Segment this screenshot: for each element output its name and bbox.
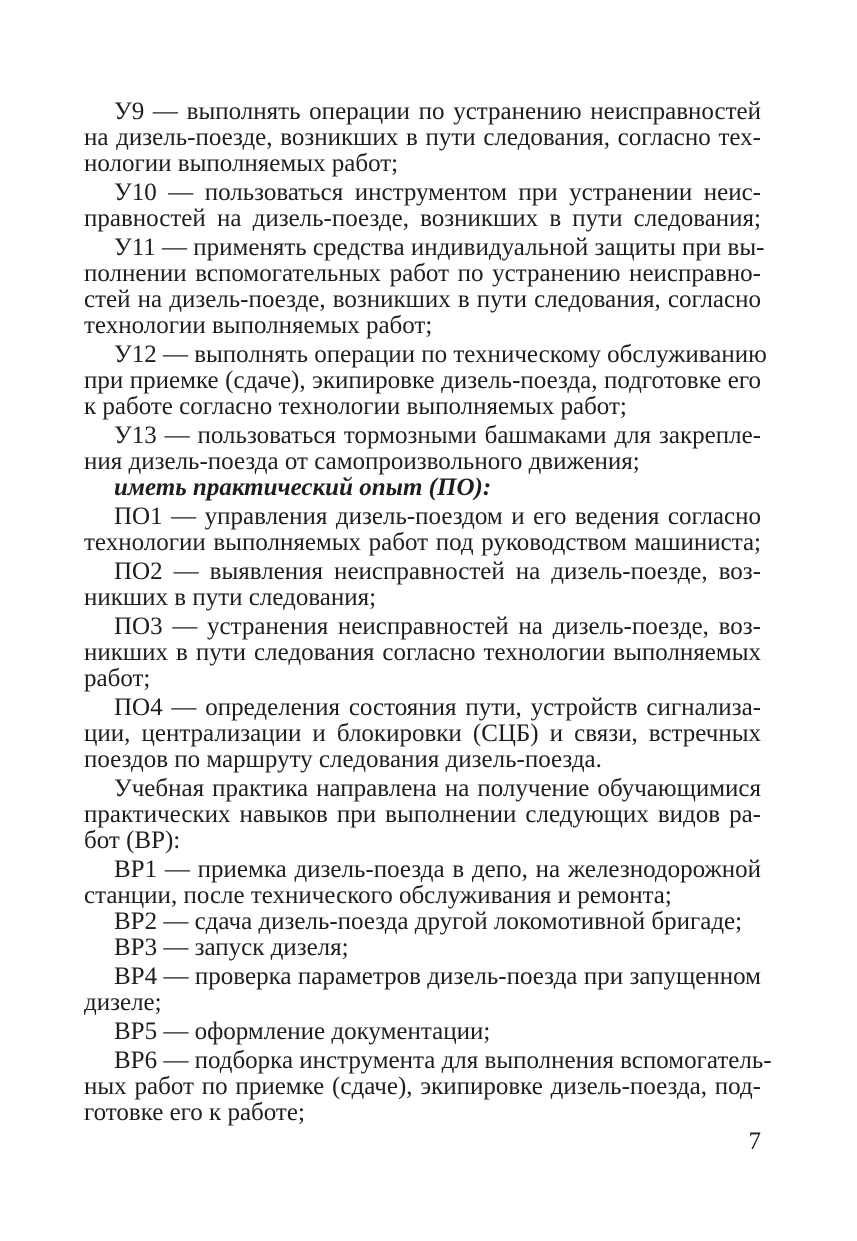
- text-line: У12 — выполнять операции по техническому обслуживанию: [114, 341, 767, 368]
- text-line: ПО2 — выявления неисправностей на дизель-поезде, воз-: [114, 558, 761, 585]
- text-line: ных работ по приемке (сдаче), экипировке дизель-поезда, под-: [84, 1073, 761, 1100]
- text-line: ВР1 — приемка дизель-поезда в депо, на железнодорожной: [114, 856, 761, 883]
- text-line: нологии выполняемых работ;: [84, 150, 399, 177]
- text-line: У10 — пользоваться инструментом при устранении неис-: [114, 179, 761, 206]
- text-line: технологии выполняемых работ под руководством машиниста;: [84, 529, 761, 556]
- text-line: никших в пути следования согласно технологии выполняемых: [84, 639, 761, 666]
- text-line: готовке его к работе;: [84, 1099, 305, 1126]
- text-line: никших в пути следования;: [84, 584, 377, 611]
- text-line: практических навыков при выполнении следующих видов ра-: [84, 801, 761, 828]
- text-line: работ;: [84, 665, 151, 692]
- text-line: У11 — применять средства индивидуальной защиты при вы-: [114, 234, 765, 261]
- text-line: стей на дизель-поезде, возникших в пути следования, согласно: [84, 286, 761, 313]
- text-line: поездов по маршруту следования дизель-поезда.: [84, 746, 602, 773]
- text-line: на дизель-поезде, возникших в пути следования, согласно тех-: [84, 124, 761, 151]
- text-line: станции, после технического обслуживания и ремонта;: [84, 882, 672, 909]
- text-line: дизеле;: [84, 989, 162, 1016]
- text-line: ВР4 — проверка параметров дизель-поезда при запущенном: [114, 963, 761, 990]
- text-line: полнении вспомогательных работ по устранению неисправно-: [84, 260, 761, 287]
- text-line: ВР2 — сдача дизель-поезда другой локомотивной бригаде;: [114, 908, 743, 935]
- text-line: У13 — пользоваться тормозными башмаками для закрепле-: [114, 422, 761, 449]
- section-heading: иметь практический опыт (ПО):: [114, 474, 492, 501]
- text-line: ции, централизации и блокировки (СЦБ) и связи, встречных: [84, 720, 761, 747]
- page-number: 7: [748, 1128, 761, 1155]
- text-line: правностей на дизель-поезде, возникших в пути следования;: [84, 205, 761, 232]
- text-line: технологии выполняемых работ;: [84, 312, 433, 339]
- text-line: к работе согласно технологии выполняемых работ;: [84, 393, 627, 420]
- text-line: при приемке (сдаче), экипировке дизель-поезда, подготовке его: [84, 367, 761, 394]
- text-line: ПО4 — определения состояния пути, устройств сигнализа-: [114, 694, 761, 721]
- text-line: У9 — выполнять операции по устранению неисправностей: [114, 98, 761, 125]
- text-line: ВР5 — оформление документации;: [114, 1018, 491, 1045]
- text-line: ВР3 — запуск дизеля;: [114, 934, 349, 961]
- text-line: ПО1 — управления дизель-поездом и его ведения согласно: [114, 503, 761, 530]
- text-line: бот (ВР):: [84, 827, 181, 854]
- text-line: ния дизель-поезда от самопроизвольного движения;: [84, 448, 640, 475]
- text-line: ПО3 — устранения неисправностей на дизель-поезде, воз-: [114, 613, 761, 640]
- text-line: ВР6 — подборка инструмента для выполнения вспомогатель-: [114, 1047, 772, 1074]
- text-line: Учебная практика направлена на получение обучающимися: [114, 775, 761, 802]
